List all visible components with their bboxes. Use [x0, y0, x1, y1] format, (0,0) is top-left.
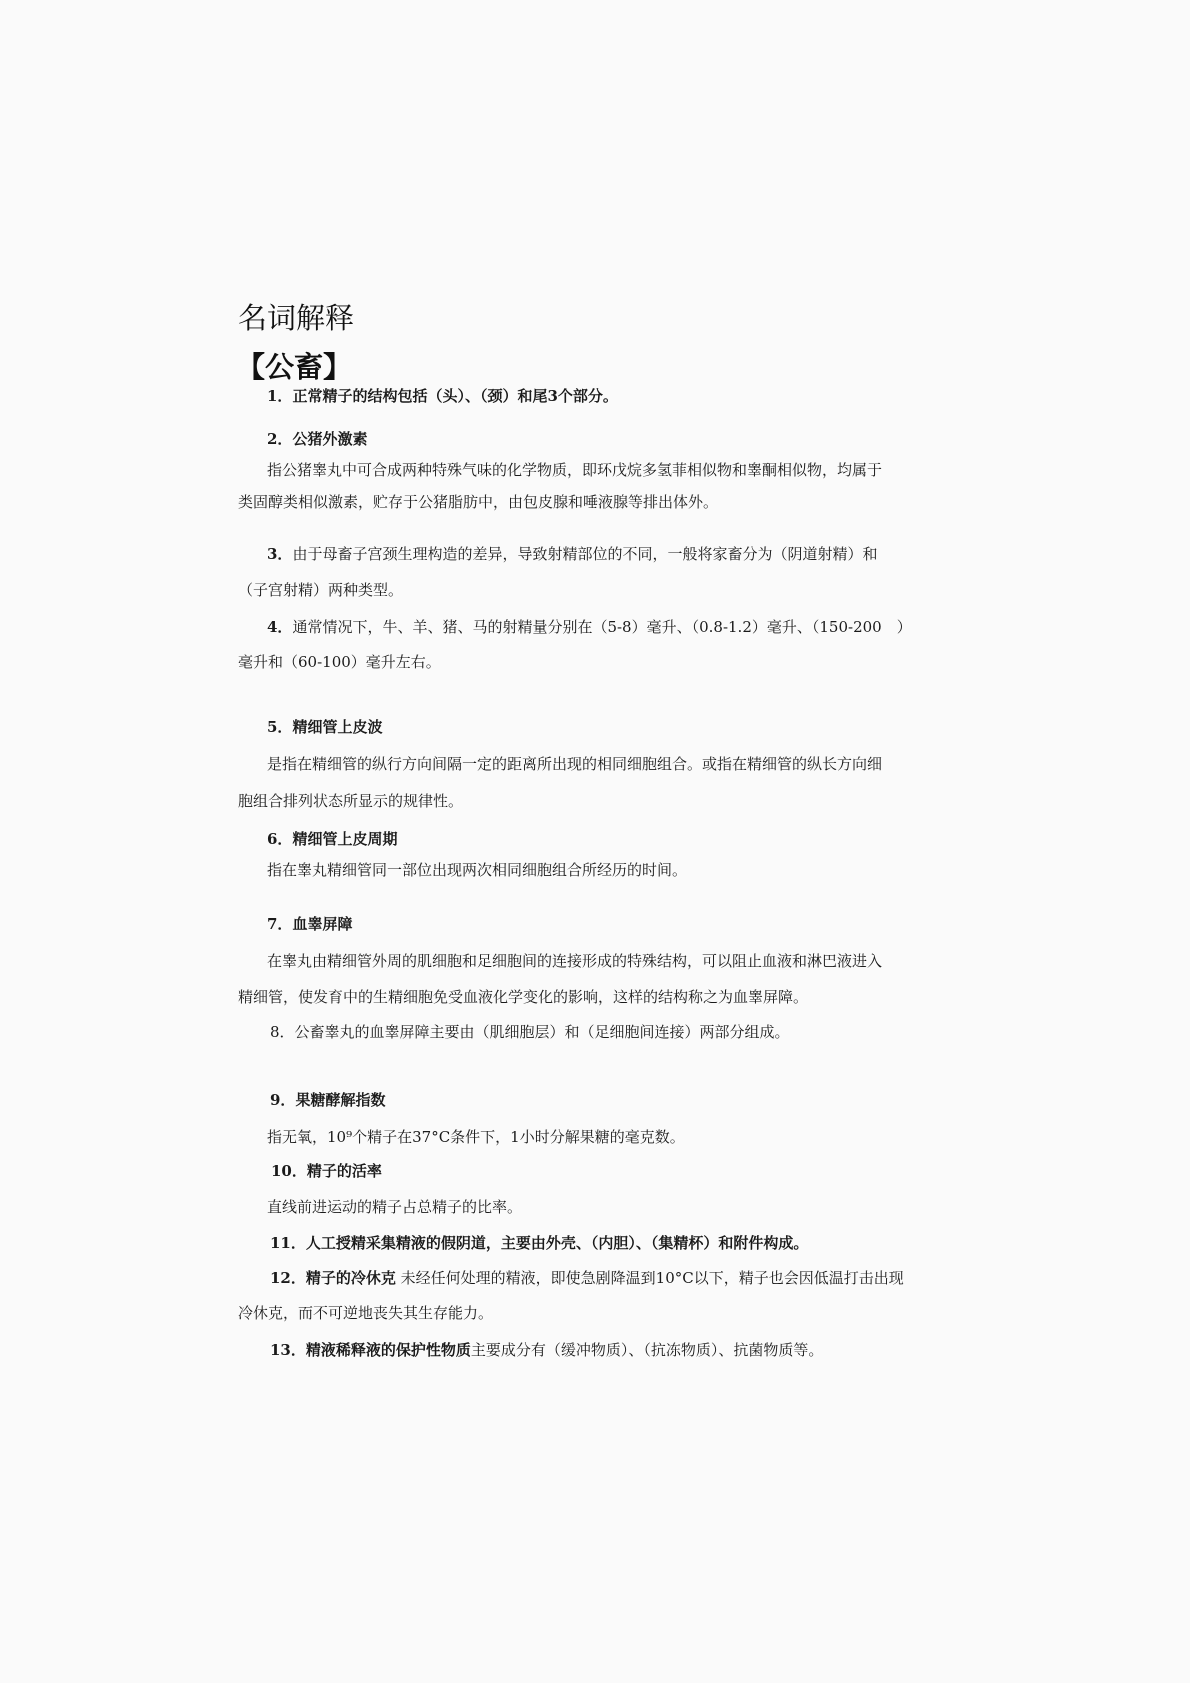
item-text: 公畜睾丸的血睾屏障主要由（肌细胞层）和（足细胞间连接）两部分组成。	[294, 1023, 790, 1041]
item-number: 3．	[267, 545, 293, 563]
item-number: 5．	[267, 718, 293, 736]
item-12-line-1	[270, 1268, 904, 1288]
item-9-term	[270, 1090, 385, 1110]
item-3-line-2: （子宫射精）两种类型。	[238, 581, 404, 599]
item-9-definition: 指无氧，10⁹个精子在37°C条件下，1小时分解果糖的毫克数。	[267, 1128, 685, 1146]
item-4-line-1	[267, 617, 912, 637]
item-12-line-2: 冷休克，而不可逆地丧失其生存能力。	[238, 1304, 494, 1322]
item-number: 11．	[270, 1234, 306, 1252]
item-4-line-2: 毫升和（60-100）毫升左右。	[238, 653, 441, 671]
item-number: 8．	[270, 1023, 295, 1041]
item-6-term	[267, 829, 397, 849]
item-5-definition-line-2: 胞组合排列状态所显示的规律性。	[238, 792, 464, 810]
item-2-definition-line-2: 类固醇类相似激素，贮存于公猪脂肪中，由包皮腺和唾液腺等排出体外。	[238, 493, 719, 511]
item-text: 人工授精采集精液的假阴道，主要由外壳、（内胆）、（集精杯）和附件构成。	[305, 1234, 809, 1252]
item-text: 由于母畜子宫颈生理构造的差异，导致射精部位的不同，一般将家畜分为（阴道射精）和	[292, 545, 878, 563]
term: 精子的活率	[306, 1162, 382, 1180]
section-heading: 【公畜】	[236, 350, 353, 384]
item-13	[270, 1340, 823, 1360]
item-8	[270, 1022, 790, 1042]
term: 精子的冷休克	[305, 1269, 396, 1287]
item-11	[270, 1233, 808, 1253]
item-text: 未经任何处理的精液，即使急剧降温到10°C以下，精子也会因低温打击出现	[400, 1269, 904, 1287]
item-1	[267, 386, 618, 406]
item-3-line-1	[267, 544, 877, 564]
item-number: 1．	[267, 387, 293, 405]
item-number: 12．	[270, 1269, 306, 1287]
item-6-definition: 指在睾丸精细管同一部位出现两次相同细胞组合所经历的时间。	[267, 861, 688, 879]
item-number: 9．	[270, 1091, 296, 1109]
item-10-term	[271, 1161, 382, 1181]
item-10-definition: 直线前进运动的精子占总精子的比率。	[267, 1198, 523, 1216]
item-5-term	[267, 717, 382, 737]
item-number: 7．	[267, 915, 293, 933]
item-text: 通常情况下，牛、羊、猪、马的射精量分别在（5-8）毫升、（0.8-1.2）毫升、（150-200 ）	[292, 618, 912, 636]
item-number: 4．	[267, 618, 293, 636]
term: 精细管上皮波	[292, 718, 383, 736]
item-7-term	[267, 914, 352, 934]
item-7-definition-line-2: 精细管，使发育中的生精细胞免受血液化学变化的影响，这样的结构称之为血睾屏障。	[238, 988, 809, 1006]
item-number: 2．	[267, 430, 293, 448]
term: 精液稀释液的保护性物质	[305, 1341, 471, 1359]
term: 果糖酵解指数	[295, 1091, 386, 1109]
item-2-term	[267, 429, 367, 449]
item-number: 10．	[271, 1162, 307, 1180]
item-2-definition-line-1: 指公猪睾丸中可合成两种特殊气味的化学物质，即环戊烷多氢菲相似物和睾酮相似物，均属于	[267, 461, 883, 479]
item-7-definition-line-1: 在睾丸由精细管外周的肌细胞和足细胞间的连接形成的特殊结构，可以阻止血液和淋巴液进入	[267, 952, 883, 970]
item-number: 6．	[267, 830, 293, 848]
item-text: 主要成分有（缓冲物质）、（抗冻物质）、抗菌物质等。	[470, 1341, 824, 1359]
item-number: 13．	[270, 1341, 306, 1359]
page-title: 名词解释	[238, 301, 355, 335]
term: 精细管上皮周期	[292, 830, 398, 848]
item-text: 正常精子的结构包括（头）、（颈）和尾3个部分。	[292, 387, 618, 405]
term: 公猪外激素	[292, 430, 368, 448]
term: 血睾屏障	[292, 915, 353, 933]
item-5-definition-line-1: 是指在精细管的纵行方向间隔一定的距离所出现的相同细胞组合。或指在精细管的纵长方向细	[267, 755, 883, 773]
